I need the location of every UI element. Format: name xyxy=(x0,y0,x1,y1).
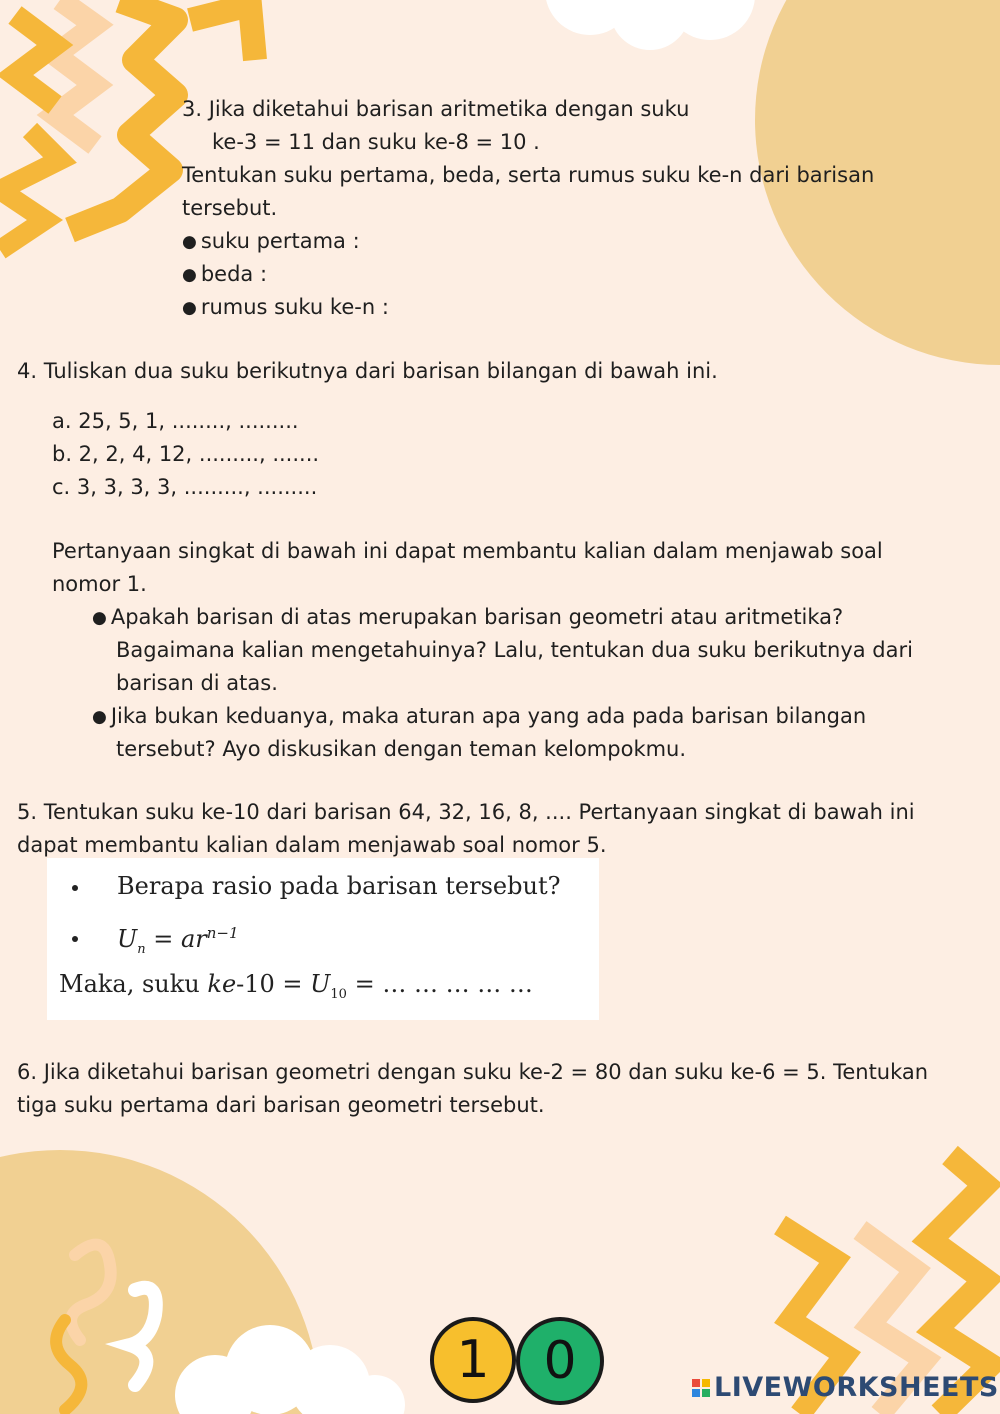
q3-line-3: Tentukan suku pertama, beda, serta rumus suku ke-n dari barisan xyxy=(182,163,875,187)
q4-item-c: c. 3, 3, 3, 3, ........., ......... xyxy=(52,475,318,499)
liveworksheets-logo[interactable] xyxy=(692,1372,999,1403)
q4-bullet-1-line-3: barisan di atas. xyxy=(116,671,278,695)
maka-suffix: -10 = xyxy=(236,970,311,998)
q3-bullet-suku-pertama xyxy=(182,225,360,260)
q4-bullet-1-line-1 xyxy=(92,601,843,636)
maka-tail: = … … … … … xyxy=(346,970,533,998)
math-formula xyxy=(117,924,239,957)
q6-line-1: 6. Jika diketahui barisan geometri dengan suku ke-2 = 80 dan suku ke-6 = 5. Tentukan xyxy=(17,1060,929,1084)
q3-line-2: ke-3 = 11 dan suku ke-8 = 10 . xyxy=(212,130,540,154)
q4-bullet-text: Jika bukan keduanya, maka aturan apa yang ada pada barisan bilangan xyxy=(110,704,867,728)
q6-line-2: tiga suku pertama dari barisan geometri tersebut. xyxy=(17,1093,545,1117)
math-bullet-dot xyxy=(72,885,78,891)
top-left-zigzag-d xyxy=(190,5,255,60)
maka-prefix: Maka, suku xyxy=(59,970,208,998)
math-bullet-dot xyxy=(72,936,78,942)
q4-hint-line-1: Pertanyaan singkat di bawah ini dapat membantu kalian dalam menjawab soal xyxy=(52,539,883,563)
formula-u-sub: n xyxy=(137,941,146,957)
liveworksheets-icon xyxy=(692,1379,710,1397)
q4-bullet-1-line-2: Bagaimana kalian mengetahuinya? Lalu, tentukan dua suku berikutnya dari xyxy=(116,638,913,662)
page-number-digit-2: 0 xyxy=(516,1317,604,1405)
maka-u: U xyxy=(310,970,331,998)
math-maka-line xyxy=(59,970,533,1002)
liveworksheets-wordmark: LIVEWORKSHEETS xyxy=(714,1372,999,1403)
maka-u-sub: 10 xyxy=(330,986,347,1002)
page-number-digit-1: 1 xyxy=(430,1317,516,1403)
math-ratio-question: Berapa rasio pada barisan tersebut? xyxy=(117,872,561,900)
q3-line-4: tersebut. xyxy=(182,196,278,220)
q3-bullet-rumus xyxy=(182,291,389,326)
q4-item-b: b. 2, 2, 4, 12, ........., ....... xyxy=(52,442,320,466)
q3-line-1: 3. Jika diketahui barisan aritmetika dengan suku xyxy=(182,97,690,121)
logo-square xyxy=(692,1379,700,1387)
q4-title: 4. Tuliskan dua suku berikutnya dari barisan bilangan di bawah ini. xyxy=(17,359,718,383)
q3-bullet-text: beda : xyxy=(200,262,268,286)
q4-bullet-text: Apakah barisan di atas merupakan barisan geometri atau aritmetika? xyxy=(110,605,844,629)
logo-square xyxy=(692,1389,700,1397)
q3-bullet-beda xyxy=(182,258,267,293)
formula-exponent: n−1 xyxy=(206,924,239,942)
formula-u: U xyxy=(117,925,138,953)
logo-square xyxy=(702,1379,710,1387)
top-cloud xyxy=(545,0,755,50)
top-left-zigzag-b xyxy=(0,130,60,250)
q4-bullet-2-line-2: tersebut? Ayo diskusikan dengan teman kelompokmu. xyxy=(116,737,687,761)
q4-item-a: a. 25, 5, 1, ........, ......... xyxy=(52,409,299,433)
q3-bullet-text: suku pertama : xyxy=(200,229,360,253)
q3-bullet-text: rumus suku ke-n : xyxy=(200,295,389,319)
formula-equals: = xyxy=(145,925,181,953)
q5-line-2: dapat membantu kalian dalam menjawab soal nomor 5. xyxy=(17,833,607,857)
top-left-zigzag-a xyxy=(15,15,55,105)
top-left-zigzag-light xyxy=(55,0,95,145)
q4-bullet-2-line-1 xyxy=(92,700,866,735)
maka-ke: ke xyxy=(207,970,237,998)
q4-hint-line-2: nomor 1. xyxy=(52,572,147,596)
logo-square xyxy=(702,1389,710,1397)
q5-line-1: 5. Tentukan suku ke-10 dari barisan 64, 32, 16, 8, .... Pertanyaan singkat di bawah ini xyxy=(17,800,915,824)
formula-ar: ar xyxy=(180,925,207,953)
q5-math-box xyxy=(47,858,599,1020)
